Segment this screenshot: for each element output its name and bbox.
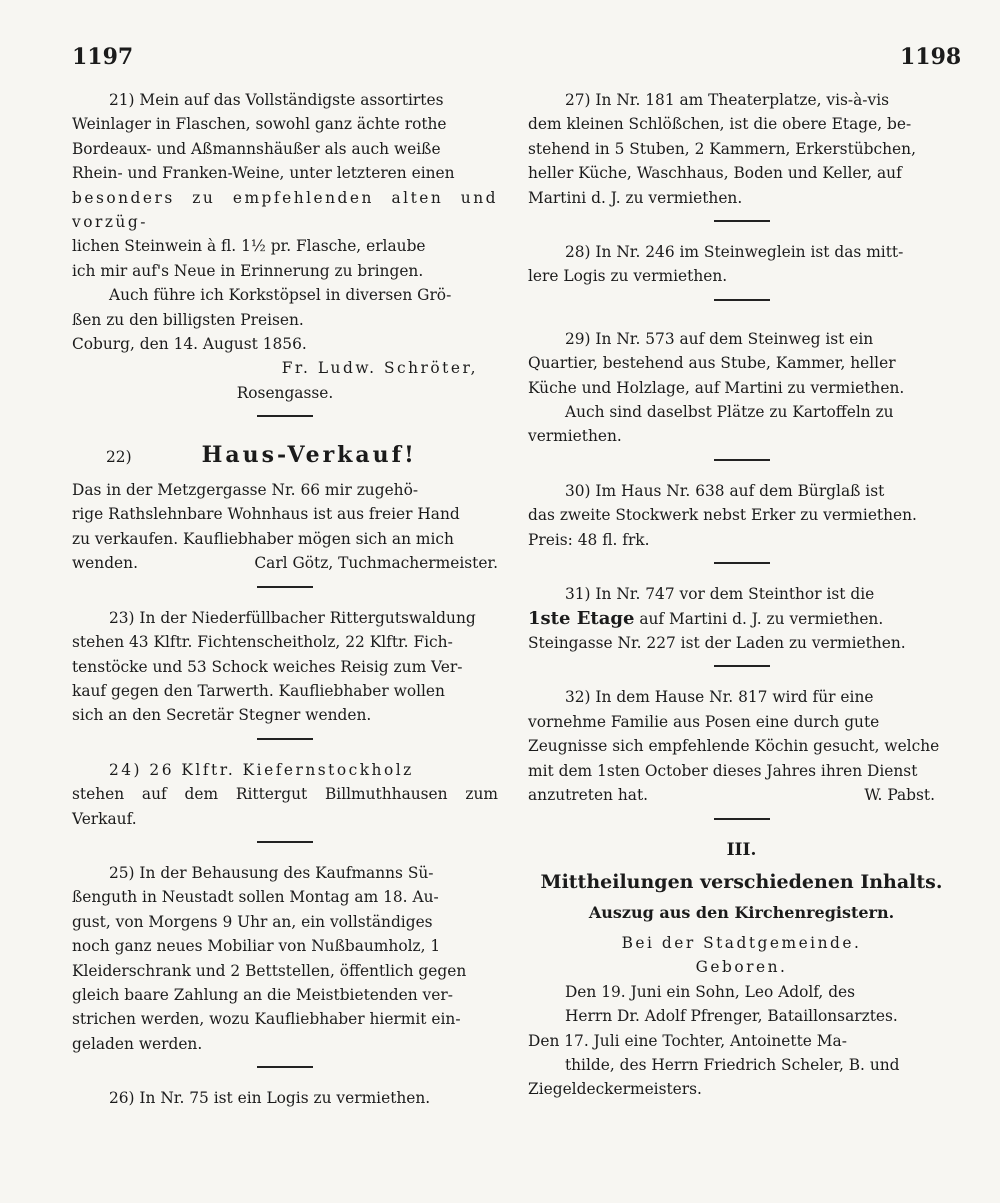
ad-29: [528, 327, 955, 449]
ad-21-line: besonders zu empfehlenden alten und vorzüg-: [72, 188, 498, 232]
register-entry: thilde, des Herrn Friedrich Scheler, B. und: [564, 1056, 900, 1074]
ad-26: [72, 1086, 498, 1110]
ad-31: [528, 582, 955, 655]
section-title: Mittheilungen verschiedenen Inhalts.: [540, 871, 943, 894]
ad-26-line: 26) In Nr. 75 ist ein Logis zu vermiethen.: [108, 1089, 431, 1108]
ad-30-line: Preis: 48 fl. frk.: [528, 530, 650, 549]
ad-23-line: tenstöcke und 53 Schock weiches Reisig zum Ver-: [72, 657, 463, 676]
ad-32: [528, 685, 955, 807]
separator-rule: [714, 562, 770, 564]
ad-22-line: Das in der Metzgergasse Nr. 66 mir zugehö-: [72, 480, 419, 499]
ad-28: [528, 240, 955, 289]
ad-27-line: Martini d. J. zu vermiethen.: [528, 188, 743, 207]
ad-30-line: das zweite Stockwerk nebst Erker zu vermiethen.: [528, 506, 917, 525]
ad-27-line: dem kleinen Schlößchen, ist die obere Etage, be-: [528, 115, 912, 134]
ad-21-date: Coburg, den 14. August 1856.: [72, 335, 307, 354]
page-number-right: 1198: [900, 44, 962, 70]
ad-22-line: wenden.: [72, 553, 138, 572]
separator-rule: [714, 220, 770, 222]
ad-21-line: ßen zu den billigsten Preisen.: [72, 310, 304, 329]
ad-27-line: 27) In Nr. 181 am Theaterplatze, vis-à-vis: [564, 91, 890, 109]
ad-23: [72, 606, 498, 728]
ad-29-line: vermiethen.: [528, 427, 622, 446]
ad-29-line: Küche und Holzlage, auf Martini zu vermiethen.: [528, 378, 905, 397]
parish-heading: Bei der Stadtgemeinde.: [621, 933, 862, 952]
separator-rule: [257, 1066, 313, 1068]
ad-29-line: Quartier, bestehend aus Stube, Kammer, heller: [528, 354, 896, 373]
ad-22-line: zu verkaufen. Kaufliebhaber mögen sich an mich: [72, 529, 454, 548]
ad-25-line: noch ganz neues Mobiliar von Nußbaumholz, 1: [72, 937, 441, 956]
ad-32-line: vornehme Familie aus Posen eine durch gute: [528, 712, 880, 731]
register-entry: Ziegeldeckermeisters.: [528, 1080, 702, 1099]
ad-32-line: anzutreten hat.: [528, 785, 649, 804]
ad-24-line: 24) 26 Klftr. Kiefernstockholz: [108, 760, 414, 779]
ad-21-street: Rosengasse.: [236, 383, 334, 402]
ad-23-line: kauf gegen den Tarwerth. Kaufliebhaber wollen: [72, 681, 445, 700]
ad-21-line: Bordeaux- und Aßmannshäußer als auch weiße: [72, 139, 441, 158]
ad-22-signer: Carl Götz, Tuchmachermeister.: [254, 554, 498, 573]
ad-31-line: 31) In Nr. 747 vor dem Steinthor ist die: [564, 585, 875, 604]
ad-25-line: Kleiderschrank und 2 Bettstellen, öffentlich gegen: [72, 961, 467, 980]
ad-23-line: stehen 43 Klftr. Fichtenscheitholz, 22 Klftr. Fich-: [72, 633, 453, 652]
ad-22-line: rige Rathslehnbare Wohnhaus ist aus freier Hand: [72, 505, 460, 524]
ad-28-line: lere Logis zu vermiethen.: [528, 267, 728, 286]
ad-21-line: Rhein- und Franken-Weine, unter letzteren einen: [72, 164, 455, 183]
ad-23-line: sich an den Secretär Stegner wenden.: [72, 706, 372, 725]
separator-rule: [714, 459, 770, 461]
ad-25: [72, 861, 498, 1056]
separator-rule: [714, 818, 770, 820]
register-entry: Den 19. Juni ein Sohn, Leo Adolf, des: [564, 982, 856, 1001]
section-iii: [528, 838, 955, 1102]
ad-27-line: stehend in 5 Stuben, 2 Kammern, Erkerstübchen,: [528, 139, 916, 158]
ad-25-line: 25) In der Behausung des Kaufmanns Sü-: [108, 863, 434, 882]
ad-32-line: 32) In dem Hause Nr. 817 wird für eine: [564, 688, 874, 707]
ad-21-line: Weinlager in Flaschen, sowohl ganz ächte rothe: [72, 115, 447, 134]
section-subtitle: Auszug aus den Kirchenregistern.: [588, 902, 895, 922]
ad-25-line: geladen werden.: [72, 1034, 203, 1053]
register-entry: Herrn Dr. Adolf Pfrenger, Bataillonsarztes.: [564, 1007, 898, 1026]
ad-21-signer: Fr. Ludw. Schröter,: [281, 359, 478, 378]
ad-22-header: [72, 443, 498, 469]
ad-21-line: ich mir auf's Neue in Erinnerung zu bringen.: [72, 261, 424, 280]
ad-30-line: 30) Im Haus Nr. 638 auf dem Bürglaß ist: [564, 481, 885, 500]
ad-25-line: gust, von Morgens 9 Uhr an, ein vollständiges: [72, 912, 433, 931]
ad-32-line: mit dem 1sten October dieses Jahres ihren Dienst: [528, 761, 918, 780]
ad-31-line: Steingasse Nr. 227 ist der Laden zu vermiethen.: [528, 633, 906, 652]
ad-31-highlight: 1ste Etage: [528, 607, 635, 629]
ad-31-line-rest: auf Martini d. J. zu vermiethen.: [634, 609, 884, 628]
ad-23-line: 23) In der Niederfüllbacher Rittergutswaldung: [108, 608, 476, 627]
separator-rule: [257, 415, 313, 417]
separator-rule: [257, 586, 313, 588]
register-entry: Den 17. Juli eine Tochter, Antoinette Ma-: [528, 1031, 847, 1050]
ad-22-number: 22): [106, 448, 132, 467]
separator-rule: [714, 665, 770, 667]
ad-24-line: stehen auf dem Rittergut Billmuthhausen zum Verkauf.: [72, 785, 498, 828]
ad-24: [72, 758, 498, 831]
ad-22-heading: Haus-Verkauf!: [201, 442, 417, 469]
ad-22: [72, 443, 498, 575]
ad-25-line: ßenguth in Neustadt sollen Montag am 18. Au-: [72, 888, 439, 907]
ad-27: [528, 88, 955, 210]
ad-27-line: heller Küche, Waschhaus, Boden und Keller, auf: [528, 164, 902, 183]
ad-32-signer: W. Pabst.: [864, 786, 935, 805]
ad-25-line: strichen werden, wozu Kaufliebhaber hiermit ein-: [72, 1010, 461, 1029]
left-column: [72, 88, 498, 1111]
ad-21-line: lichen Steinwein à fl. 1½ pr. Flasche, erlaube: [72, 237, 426, 256]
ad-21-line: 21) Mein auf das Vollständigste assortirtes: [108, 91, 444, 109]
ad-29-line: 29) In Nr. 573 auf dem Steinweg ist ein: [564, 329, 874, 348]
ad-30: [528, 479, 955, 552]
separator-rule: [257, 738, 313, 740]
category-heading: Geboren.: [695, 958, 788, 977]
separator-rule: [257, 841, 313, 843]
page-number-left: 1197: [72, 44, 134, 70]
right-column: [528, 88, 955, 1102]
ad-32-line: Zeugnisse sich empfehlende Köchin gesucht, welche: [528, 737, 940, 756]
ad-28-line: 28) In Nr. 246 im Steinweglein ist das mitt-: [564, 243, 904, 262]
ad-21: [72, 88, 498, 405]
ad-25-line: gleich baare Zahlung an die Meistbietenden ver-: [72, 986, 453, 1004]
ad-21-line: Auch führe ich Korkstöpsel in diversen Grö-: [108, 286, 452, 305]
section-number: III.: [726, 839, 757, 860]
ad-29-line: Auch sind daselbst Plätze zu Kartoffeln zu: [564, 403, 894, 422]
ad-31-line: [528, 607, 955, 631]
separator-rule: [714, 299, 770, 301]
